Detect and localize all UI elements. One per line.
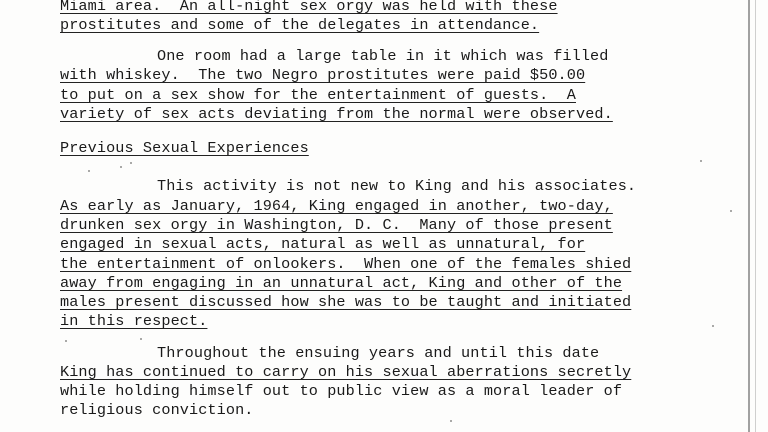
scan-speck bbox=[700, 160, 702, 162]
section-heading: Previous Sexual Experiences bbox=[60, 139, 309, 157]
text-line-16: Throughout the ensuing years and until this date bbox=[157, 344, 600, 362]
text-line-6: variety of sex acts deviating from the normal were observed. bbox=[60, 105, 613, 123]
text-line-15: in this respect. bbox=[60, 312, 208, 330]
text-line-9: As early as January, 1964, King engaged in another, two-day, bbox=[60, 197, 613, 215]
text-line-10: drunken sex orgy in Washington, D. C. Many of those present bbox=[60, 216, 613, 234]
text-line-2: prostitutes and some of the delegates in attendance. bbox=[60, 16, 540, 34]
text-line-13: away from engaging in an unnatural act, King and other of the bbox=[60, 274, 623, 292]
scan-speck bbox=[130, 162, 132, 164]
scan-speck bbox=[65, 340, 67, 342]
text-line-3: One room had a large table in it which was filled bbox=[157, 47, 609, 65]
text-line-14: males present discussed how she was to be taught and initiated bbox=[60, 293, 632, 311]
scan-speck bbox=[712, 325, 714, 327]
text-line-12: the entertainment of onlookers. When one of the females shied bbox=[60, 255, 632, 273]
text-line-1: Miami area. An all-night sex orgy was held with these bbox=[60, 0, 558, 15]
margin-rule bbox=[748, 0, 750, 432]
scan-speck bbox=[120, 166, 122, 168]
text-line-4: with whiskey. The two Negro prostitutes were paid $50.00 bbox=[60, 66, 586, 84]
text-line-5: to put on a sex show for the entertainment of guests. A bbox=[60, 86, 576, 104]
margin-rule-secondary bbox=[755, 0, 756, 432]
scan-speck bbox=[730, 210, 732, 212]
text-line-17: King has continued to carry on his sexual aberrations secretly bbox=[60, 363, 632, 381]
text-line-18: while holding himself out to public view as a moral leader of bbox=[60, 382, 623, 400]
scan-speck bbox=[88, 170, 90, 172]
text-line-8: This activity is not new to King and his associates. bbox=[157, 177, 637, 195]
scan-speck bbox=[450, 420, 452, 422]
text-line-11: engaged in sexual acts, natural as well as unnatural, for bbox=[60, 235, 586, 253]
scan-speck bbox=[140, 338, 142, 340]
text-line-19: religious conviction. bbox=[60, 401, 254, 419]
